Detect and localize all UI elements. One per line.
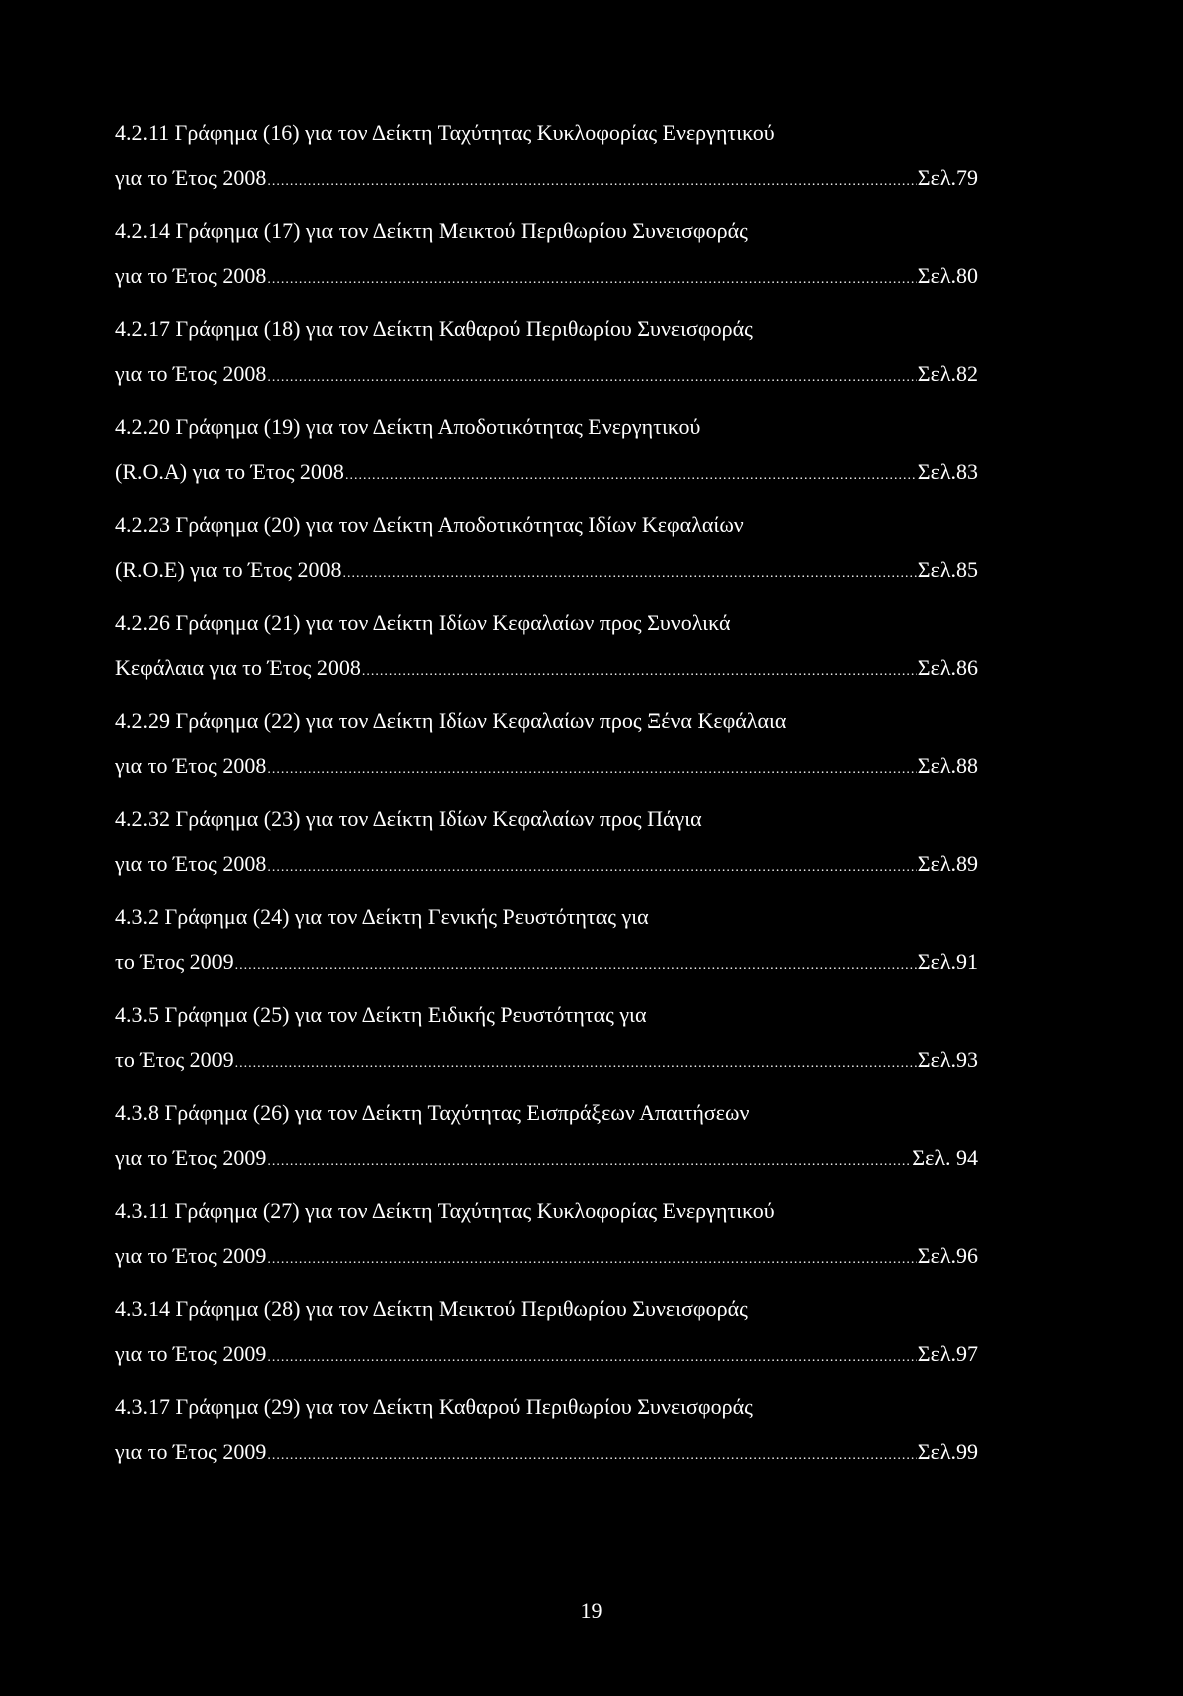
page-number: 19 xyxy=(580,1598,603,1623)
toc-entry-continuation-text: το Έτος 2009 xyxy=(115,1047,234,1072)
toc-entry-page-ref: Σελ.85 xyxy=(917,557,978,582)
toc-entry-continuation xyxy=(115,359,978,393)
toc-entry-continuation xyxy=(115,1437,978,1471)
toc-entry-page-ref: Σελ.79 xyxy=(917,165,978,190)
toc-entry-continuation-text: για το Έτος 2008 xyxy=(115,165,267,190)
toc-entry-title: 4.2.14 Γράφημα (17) για τον Δείκτη Μεικτού Περιθωρίου Συνεισφοράς xyxy=(115,218,748,243)
toc-entry-title: 4.2.26 Γράφημα (21) για τον Δείκτη Ιδίων Κεφαλαίων προς Συνολικά xyxy=(115,610,731,635)
toc-entry-title: 4.3.8 Γράφημα (26) για τον Δείκτη Ταχύτητας Εισπράξεων Απαιτήσεων xyxy=(115,1100,750,1125)
dot-leader xyxy=(267,1245,916,1275)
toc-entry-continuation-text: (R.O.E) για το Έτος 2008 xyxy=(115,557,342,582)
toc-entry-title: 4.2.17 Γράφημα (18) για τον Δείκτη Καθαρού Περιθωρίου Συνεισφοράς xyxy=(115,316,753,341)
toc-entry-continuation-text: για το Έτος 2009 xyxy=(115,1439,267,1464)
toc-entry-title: 4.3.2 Γράφημα (24) για τον Δείκτη Γενικής Ρευστότητας για xyxy=(115,904,649,929)
toc-entry-continuation-text: Κεφάλαια για το Έτος 2008 xyxy=(115,655,361,680)
toc-entry-continuation-text: για το Έτος 2008 xyxy=(115,851,267,876)
toc-entry-continuation-text: για το Έτος 2009 xyxy=(115,1145,267,1170)
toc-entry-page-ref: Σελ.83 xyxy=(917,459,978,484)
toc-entry-title: 4.2.23 Γράφημα (20) για τον Δείκτη Αποδοτικότητας Ιδίων Κεφαλαίων xyxy=(115,512,744,537)
dot-leader xyxy=(267,265,916,295)
toc-entry-title: 4.3.17 Γράφημα (29) για τον Δείκτη Καθαρού Περιθωρίου Συνεισφοράς xyxy=(115,1394,753,1419)
toc-entry-title: 4.2.29 Γράφημα (22) για τον Δείκτη Ιδίων Κεφαλαίων προς Ξένα Κεφάλαια xyxy=(115,708,787,733)
dot-leader xyxy=(362,657,917,687)
toc-entry-title: 4.3.14 Γράφημα (28) για τον Δείκτη Μεικτού Περιθωρίου Συνεισφοράς xyxy=(115,1296,748,1321)
toc-entry-title: 4.3.5 Γράφημα (25) για τον Δείκτη Ειδικής Ρευστότητας για xyxy=(115,1002,647,1027)
toc-entry-page-ref: Σελ.99 xyxy=(917,1439,978,1464)
toc-entry-continuation xyxy=(115,457,978,491)
toc-entry-page-ref: Σελ.89 xyxy=(917,851,978,876)
toc-entry-page-ref: Σελ.93 xyxy=(917,1047,978,1072)
dot-leader xyxy=(267,755,916,785)
toc-entry-continuation xyxy=(115,849,978,883)
toc-entry-continuation-text: (R.O.A) για το Έτος 2008 xyxy=(115,459,344,484)
dot-leader xyxy=(235,951,917,981)
toc-entry-title: 4.2.32 Γράφημα (23) για τον Δείκτη Ιδίων Κεφαλαίων προς Πάγια xyxy=(115,806,702,831)
dot-leader xyxy=(267,1343,916,1373)
toc-entry-page-ref: Σελ.80 xyxy=(917,263,978,288)
toc-entry-continuation xyxy=(115,1339,978,1373)
toc-entry-continuation xyxy=(115,751,978,785)
toc-entry-continuation xyxy=(115,261,978,295)
toc-entry-page-ref: Σελ. 94 xyxy=(912,1145,978,1170)
dot-leader xyxy=(235,1049,917,1079)
dot-leader xyxy=(267,363,916,393)
toc-entry-title: 4.3.11 Γράφημα (27) για τον Δείκτη Ταχύτητας Κυκλοφορίας Ενεργητικού xyxy=(115,1198,775,1223)
dot-leader xyxy=(342,559,916,589)
toc-entry-continuation xyxy=(115,163,978,197)
toc-entry-continuation-text: για το Έτος 2009 xyxy=(115,1341,267,1366)
toc-entry-continuation-text: το Έτος 2009 xyxy=(115,949,234,974)
toc-entry-continuation xyxy=(115,947,978,981)
toc-entry-page-ref: Σελ.82 xyxy=(917,361,978,386)
dot-leader xyxy=(267,167,916,197)
toc-entry-continuation-text: για το Έτος 2009 xyxy=(115,1243,267,1268)
dot-leader xyxy=(267,1441,916,1471)
toc-entry-continuation xyxy=(115,1143,978,1177)
toc-entry-continuation xyxy=(115,653,978,687)
toc-entry-page-ref: Σελ.91 xyxy=(917,949,978,974)
toc-entry-title: 4.2.20 Γράφημα (19) για τον Δείκτη Αποδοτικότητας Ενεργητικού xyxy=(115,414,701,439)
toc-entry-page-ref: Σελ.97 xyxy=(917,1341,978,1366)
toc-entry-continuation xyxy=(115,1045,978,1079)
toc-entry-title: 4.2.11 Γράφημα (16) για τον Δείκτη Ταχύτητας Κυκλοφορίας Ενεργητικού xyxy=(115,120,775,145)
toc-entry-page-ref: Σελ.96 xyxy=(917,1243,978,1268)
toc-entry-continuation-text: για το Έτος 2008 xyxy=(115,263,267,288)
toc-entry-continuation xyxy=(115,1241,978,1275)
toc-entry-continuation xyxy=(115,555,978,589)
toc-entry-page-ref: Σελ.88 xyxy=(917,753,978,778)
toc-entry-continuation-text: για το Έτος 2008 xyxy=(115,361,267,386)
dot-leader xyxy=(267,1147,911,1177)
dot-leader xyxy=(267,853,916,883)
toc-entry-continuation-text: για το Έτος 2008 xyxy=(115,753,267,778)
dot-leader xyxy=(345,461,917,491)
toc-entry-page-ref: Σελ.86 xyxy=(917,655,978,680)
